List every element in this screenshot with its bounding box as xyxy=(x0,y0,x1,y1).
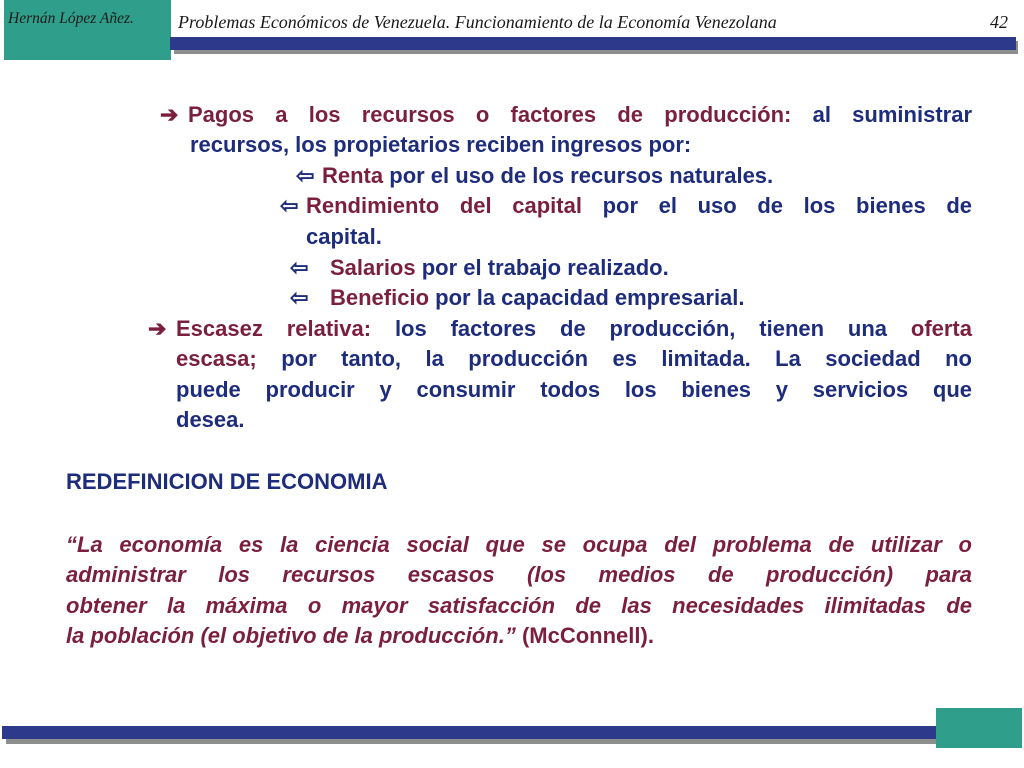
arrow-left-icon: ⇦ xyxy=(290,285,309,310)
escasez-line-4: desea. xyxy=(176,407,245,432)
footer-bar xyxy=(2,726,1016,739)
header-author: Hernán López Añez. xyxy=(8,10,134,27)
header-bar xyxy=(170,37,1016,50)
pagos-lead: Pagos a los recursos o factores de producción: xyxy=(188,102,792,127)
escasez-line-2: escasa; por tanto, la producción es limitada. La sociedad no xyxy=(176,346,972,371)
escasez-line-3: puede producir y consumir todos los bienes y servicios que xyxy=(176,377,972,402)
renta-term: Renta xyxy=(322,163,384,188)
arrow-left-icon: ⇦ xyxy=(296,163,315,188)
beneficio-item: ⇦ Beneficio por la capacidad empresarial. xyxy=(290,283,745,313)
salarios-item: ⇦ Salarios por el trabajo realizado. xyxy=(290,253,669,283)
footer-teal-block xyxy=(936,708,1022,748)
pagos-line-1: ➔ Pagos a los recursos o factores de producción: al suministrar xyxy=(160,100,972,130)
quote-line-4: la población (el objetivo de la producción.” (McConnell). xyxy=(66,623,654,648)
citation: (McConnell). xyxy=(521,623,654,648)
quote-line-3: obtener la máxima o mayor satisfacción de las necesidades ilimitadas de xyxy=(66,593,972,618)
arrow-left-icon: ⇦ xyxy=(290,255,309,280)
header-teal-block xyxy=(4,0,171,60)
rendimiento-line-1: ⇦ Rendimiento del capital por el uso de los bienes de xyxy=(280,191,972,221)
quote-line-1: “La economía es la ciencia social que se ocupa del problema de utilizar o xyxy=(66,532,972,557)
header-title: Problemas Económicos de Venezuela. Funcionamiento de la Economía Venezolana xyxy=(178,12,777,32)
arrow-right-icon: ➔ xyxy=(160,102,179,127)
escasez-line-1: ➔ Escasez relativa: los factores de producción, tienen una oferta xyxy=(148,314,972,344)
rendimiento-line-2: capital. xyxy=(306,224,382,249)
salarios-term: Salarios xyxy=(330,255,416,280)
pagos-line-2: recursos, los propietarios reciben ingresos por: xyxy=(190,132,692,157)
quote-line-2: administrar los recursos escasos (los medios de producción) para xyxy=(66,562,972,587)
section-heading: REDEFINICION DE ECONOMIA xyxy=(66,469,388,494)
page-number: 42 xyxy=(990,12,1008,32)
escasez-term: Escasez relativa: xyxy=(176,316,372,341)
renta-item: ⇦ Renta por el uso de los recursos naturales. xyxy=(296,161,773,191)
arrow-right-icon: ➔ xyxy=(148,316,167,341)
rendimiento-term: Rendimiento del capital xyxy=(306,193,582,218)
beneficio-term: Beneficio xyxy=(330,285,430,310)
arrow-left-icon: ⇦ xyxy=(280,193,299,218)
